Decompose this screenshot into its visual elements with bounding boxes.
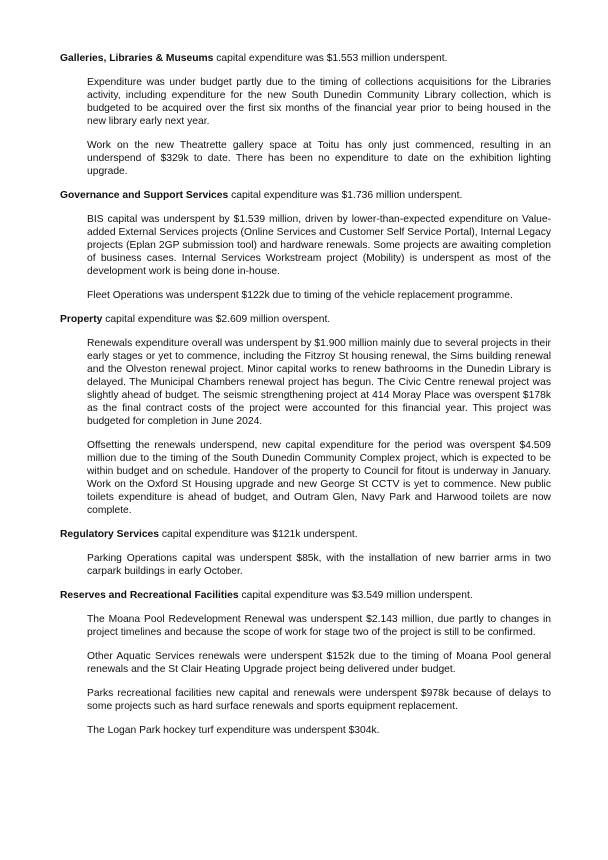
paragraph: Expenditure was under budget partly due to the timing of collections acquisitions for the Libraries activity, including expenditure for the new South Dunedin Community Library collection, which is budgeted to be acquired over the first six months of the financial year prior to being housed in the new library early next year. (87, 77, 551, 127)
document-page (60, 52, 551, 748)
paragraph: Parks recreational facilities new capital and renewals were underspent $978k because of delays to some projects such as hard surface renewals and sports equipment replacement. (87, 688, 551, 712)
section-regulatory-services (60, 528, 551, 578)
paragraph: The Logan Park hockey turf expenditure was underspent $304k. (87, 725, 380, 736)
section-property (60, 313, 551, 517)
paragraph: Offsetting the renewals underspend, new capital expenditure for the period was overspent $4.509 million due to the timing of the South Dunedin Community Complex project, which is expected to be within budget and on schedule. Handover of the property to Council for fitout is underway in January. Work on the Oxford St Housing upgrade and new George St CCTV is yet to commence. New public toilets expenditure is ahead of budget, and Outram Glen, Navy Park and Harwood toilets are now complete. (87, 440, 551, 516)
section-heading (60, 313, 551, 326)
section-title: Property (60, 314, 103, 325)
section-heading (60, 52, 551, 65)
paragraph: The Moana Pool Redevelopment Renewal was underspent $2.143 million, due partly to changes in project timelines and because the scope of work for stage two of the project is still to be confirmed. (87, 614, 551, 638)
section-title: Regulatory Services (60, 529, 160, 540)
section-heading (60, 589, 551, 602)
paragraph: Parking Operations capital was underspent $85k, with the installation of new barrier arms in two carpark buildings in early October. (87, 553, 551, 577)
section-summary: capital expenditure was $121k underspent. (159, 529, 358, 540)
section-governance-support (60, 189, 551, 302)
section-heading (60, 528, 551, 541)
section-reserves-recreational (60, 589, 551, 737)
section-galleries-libraries-museums (60, 52, 551, 178)
section-summary: capital expenditure was $3.549 million underspent. (238, 590, 473, 601)
section-summary: capital expenditure was $2.609 million overspent. (102, 314, 331, 325)
paragraph: Other Aquatic Services renewals were underspent $152k due to the timing of Moana Pool general renewals and the St Clair Heating Upgrade project being delivered under budget. (87, 651, 551, 675)
section-title: Reserves and Recreational Facilities (60, 590, 239, 601)
section-summary: capital expenditure was $1.553 million underspent. (213, 53, 448, 64)
section-summary: capital expenditure was $1.736 million underspent. (228, 190, 463, 201)
section-title: Governance and Support Services (60, 190, 229, 201)
paragraph: Work on the new Theatrette gallery space at Toitu has only just commenced, resulting in an underspend of $329k to date. There has been no expenditure to date on the exhibition lighting upgrade. (87, 140, 551, 177)
paragraph: Fleet Operations was underspent $122k due to timing of the vehicle replacement programme. (87, 290, 513, 301)
paragraph: Renewals expenditure overall was underspent by $1.900 million mainly due to several projects in their early stages or yet to commence, including the Fitzroy St housing renewal, the Sims building renewal and the Olveston renewal project. Minor capital works to renew bathrooms in the Dunedin Library is delayed. The Municipal Chambers renewal project has begun. The Civic Centre renewal project was slightly ahead of budget. The seismic strengthening project at 414 Moray Place was overspent $178k as the final contract costs of the project were accounted for this financial year. This project was budgeted for completion in June 2024. (87, 338, 551, 427)
paragraph: BIS capital was underspent by $1.539 million, driven by lower-than-expected expenditure on Value-added External Services projects (Online Services and Customer Self Service Portal), Internal Legacy projects (Eplan 2GP submission tool) and hardware renewals. Some projects are awaiting completion of business cases. Internal Services Workstream project (Mobility) is underspent as most of the development work is being done in-house. (87, 214, 551, 277)
section-heading (60, 189, 551, 202)
section-title: Galleries, Libraries & Museums (60, 53, 214, 64)
